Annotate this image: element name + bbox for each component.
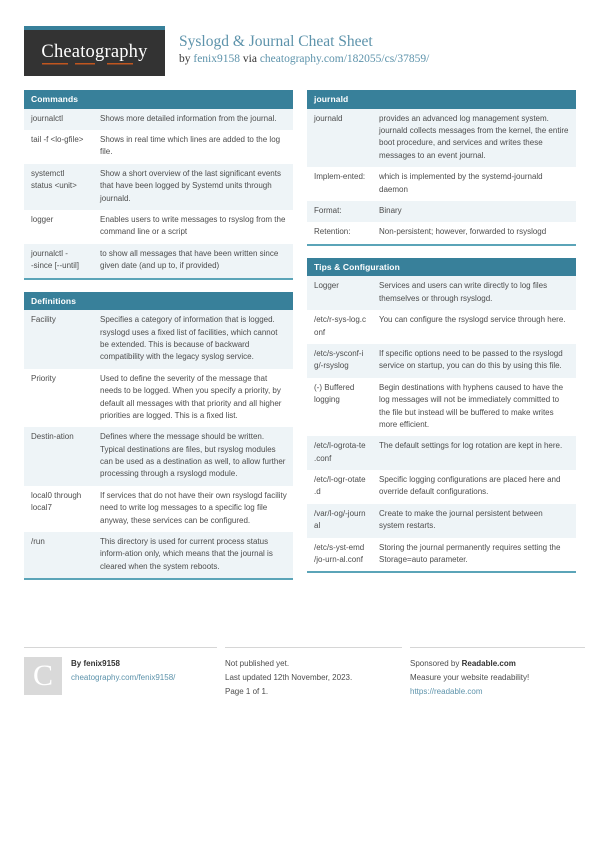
table-row [24,164,293,210]
table-row [307,167,576,201]
table-row [307,378,576,437]
row-key: /etc/s‑yst‑emd/jo‑urn‑al.conf [307,538,372,572]
row-key: (-) Buffered logging [307,378,372,437]
table-row [307,470,576,504]
table-row [24,369,293,428]
footer-sponsor-meta [410,657,585,698]
content-columns [24,90,576,592]
row-key: Format: [307,201,372,222]
row-key: Implem‑ented: [307,167,372,201]
table-row [307,109,576,168]
footer-sponsor-block [410,647,585,698]
row-key: Logger [307,276,372,310]
row-value: You can configure the rsyslogd service through here. [372,310,576,344]
publish-status: Not published yet. [225,659,290,668]
page-header [24,26,576,80]
row-key: Priority [24,369,93,428]
table-row [307,201,576,222]
table-row [307,538,576,572]
kv-table [24,109,293,278]
row-value: Begin destinations with hyphens caused to have the log messages will not be immediately committed to the file but instead will be buffered to make writes more efficient. [372,378,576,437]
table-row [307,436,576,470]
table-row [307,310,576,344]
row-value: Non-persistent; however, forwarded to rsyslogd [372,222,576,243]
section [307,90,576,246]
row-key: /var/l‑og/‑journal [307,504,372,538]
sponsor-url-link[interactable]: https://readable.com [410,686,483,696]
table-row [307,504,576,538]
row-value: to show all messages that have been written since given date (and up to, if provided) [93,244,293,278]
section [24,292,293,581]
footer-publish-meta [225,657,402,698]
row-key: journalctl [24,109,93,130]
row-value: Services and users can write directly to log files themselves or through rsyslogd. [372,276,576,310]
section-title: journald [307,90,576,109]
row-key: tail -f <lo‑gfile> [24,130,93,164]
row-value: Shows more detailed information from the journal. [93,109,293,130]
page-number: Page 1 of 1. [225,686,269,696]
kv-table [24,310,293,578]
row-value: Specifies a category of information that is logged. rsyslogd uses a fixed list of facilities, which cannot be extended. This is because of backward compatibility with the legacy syslog service. [93,310,293,369]
row-key: local0 through local7 [24,486,93,532]
row-key: journalctl -‑since [--until] [24,244,93,278]
author-link[interactable]: fenix9158 [193,53,241,66]
section-title: Commands [24,90,293,109]
table-row [24,486,293,532]
table-row [24,244,293,278]
row-value: Enables users to write messages to rsyslog from the command line or a script [93,210,293,244]
footer-publish-block [225,647,402,698]
byline-via: via [240,53,260,66]
row-value: Shows in real time which lines are added to the log file. [93,130,293,164]
last-updated: Last updated 12th November, 2023. [225,672,353,682]
byline-prefix: by [179,53,194,66]
section-title: Definitions [24,292,293,311]
right-column [307,90,576,585]
table-row [24,210,293,244]
row-value: Defines where the message should be written. Typical destinations are files, but rsyslog modules can be used as a destination as well, to allow further processing through a rsyslogd module. [93,427,293,486]
avatar: C [24,657,62,695]
table-row [24,532,293,578]
row-value: Create to make the journal persistent between system restarts. [372,504,576,538]
table-row [24,109,293,130]
sponsor-tagline: Measure your website readability! [410,672,530,682]
row-value: If specific options need to be passed to the rsyslogd service on startup, you can do this by using this file. [372,344,576,378]
row-value: Binary [372,201,576,222]
row-key: journald [307,109,372,168]
row-key: logger [24,210,93,244]
row-value: Specific logging configurations are placed here and override default configurations. [372,470,576,504]
page-footer [24,647,576,698]
source-url-link[interactable]: cheatography.com/182055/cs/37859/ [259,53,430,66]
page-title: Syslogd & Journal Cheat Sheet [179,33,373,50]
table-row [24,427,293,486]
logo-text: Cheatography [41,42,147,65]
row-value: Show a short overview of the last significant events that have been logged by Systemd units through journald. [93,164,293,210]
cheatography-logo[interactable] [24,26,165,76]
footer-author-link[interactable]: cheatography.com/fenix9158/ [71,672,176,682]
kv-table [307,276,576,571]
row-value: Storing the journal permanently requires setting the Storage=auto parameter. [372,538,576,572]
section-title: Tips & Configuration [307,258,576,277]
section [24,90,293,280]
row-value: Used to define the severity of the message that needs to be logged. When you specify a priority, by default all messages with that priority and all higher priorities are logged. This is a fixed list. [93,369,293,428]
footer-author-meta [71,657,175,698]
byline [179,52,429,67]
footer-author-block [24,647,217,698]
row-value: The default settings for log rotation are kept in here. [372,436,576,470]
kv-table [307,109,576,244]
row-key: /etc/l‑ogr‑otate.d [307,470,372,504]
row-key: /etc/r‑sys‑log.conf [307,310,372,344]
row-key: Retention: [307,222,372,243]
row-value: which is implemented by the systemd-journald daemon [372,167,576,201]
table-row [24,310,293,369]
footer-author-name: By fenix9158 [71,659,120,668]
left-column [24,90,293,592]
row-key: systemctl status <unit> [24,164,93,210]
section [307,258,576,574]
row-value: provides an advanced log management system. journald collects messages from the kernel, the entire boot procedure, and services and writes these messages to an event journal. [372,109,576,168]
row-value: This directory is used for current process status inform‑ation only, which means that the journal is cleared when the system reboots. [93,532,293,578]
row-key: Destin‑ation [24,427,93,486]
table-row [24,130,293,164]
table-row [307,276,576,310]
sponsor-name[interactable]: Readable.com [461,659,516,668]
title-block [165,26,429,67]
row-key: /etc/s‑ysconf‑ig/‑rsyslog [307,344,372,378]
sponsor-prefix: Sponsored by [410,659,462,668]
row-key: /etc/l‑ogrota‑te.conf [307,436,372,470]
row-key: Facility [24,310,93,369]
row-key: /run [24,532,93,578]
table-row [307,344,576,378]
table-row [307,222,576,243]
row-value: If services that do not have their own rsyslogd facility need to write log messages to a specific log file anyway, these services can be configured. [93,486,293,532]
